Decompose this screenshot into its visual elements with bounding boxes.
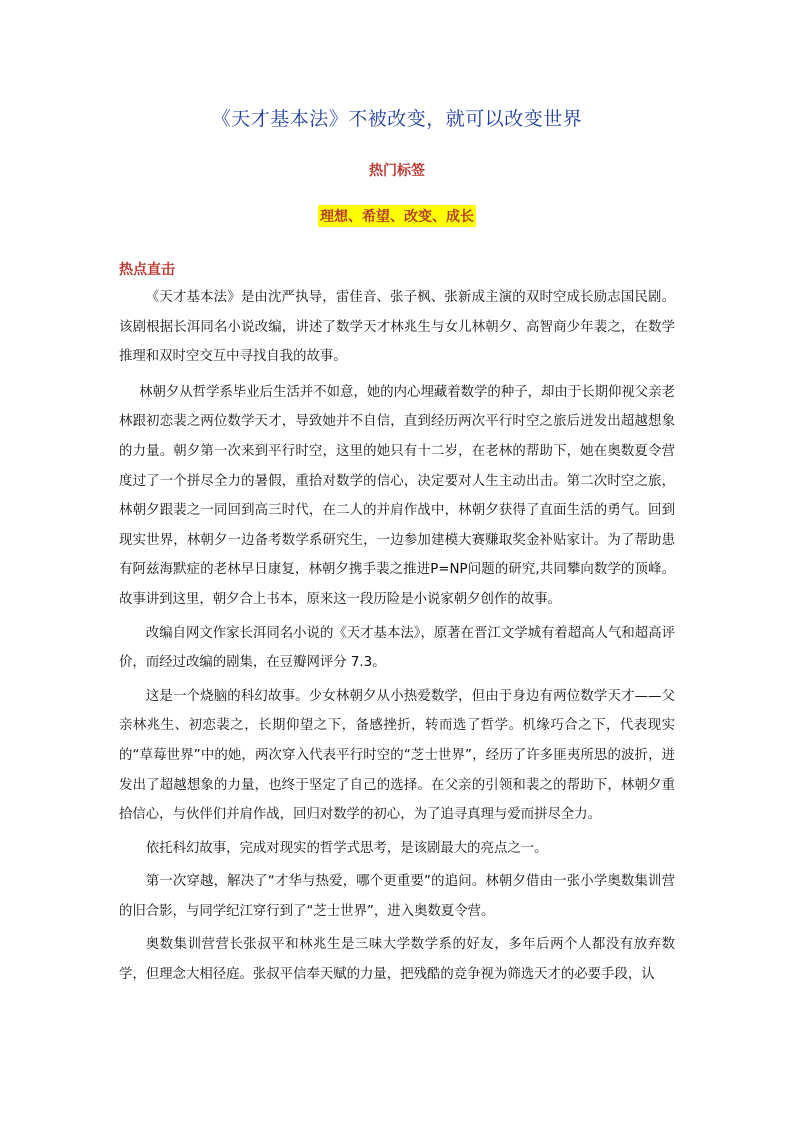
tag-heading: 热门标签 (369, 163, 425, 179)
paragraph: 依托科幻故事，完成对现实的哲学式思考，是该剧最大的亮点之一。 (145, 840, 548, 856)
highlighted-tags: 理想、希望、改变、成长 (318, 205, 476, 227)
paragraph: 林朝夕从哲学系毕业后生活并不如意，她的内心埋藏着数学的种子，却由于长期仰视父亲老林跟初恋裴之两位数学天才，导致她并不自信，直到经历两次平行时空之旅后迸发出超越想象的力量。朝夕第一次来到平行时空，这里的她只有十二岁，在老林的帮助下，她在奥数夏令营度过了一个拼尽全力的暑假，重拾对数学的信心，决定要对人生主动出击。第二次时空之旅，林朝夕跟裴之一同回到高三时代，在二人的并肩作战中，林朝夕获得了直面生活的勇气。回到现实世界，林朝夕一边备考数学系研究生，一边参加建模大赛赚取奖金补贴家计。为了帮助患有阿兹海默症的老林早日康复，林朝夕携手裴之推进P=NP问题的研究,共同攀向数学的顶峰。故事讲到这里，朝夕合上书本，原来这一段历险是小说家朝夕创作的故事。 (119, 384, 675, 607)
tags-row (0, 205, 794, 227)
section-heading: 热点直击 (119, 262, 175, 278)
paragraph: 改编自网文作家长洱同名小说的《天才基本法》，原著在晋江文学城有着超高人气和超高评价，而经过改编的剧集，在豆瓣网评分 7.3。 (119, 625, 675, 671)
article-title: 《天才基本法》不被改变，就可以改变世界 (211, 108, 583, 130)
article-body (119, 283, 675, 994)
paragraph: 奥数集训营营长张叔平和林兆生是三味大学数学系的好友，多年后两个人都没有放弃数学，但理念大相径庭。张叔平信奉天赋的力量，把残酷的竞争视为筛选天才的必要手段，认 (119, 937, 675, 983)
paragraph: 这是一个烧脑的科幻故事。少女林朝夕从小热爱数学，但由于身边有两位数学天才——父亲林兆生、初恋裴之，长期仰望之下，备感挫折，转而选了哲学。机缘巧合之下，代表现实的“草莓世界”中的她，两次穿入代表平行时空的“芝士世界”，经历了许多匪夷所思的波折，迸发出了超越想象的力量，也终于坚定了自己的选择。在父亲的引领和裴之的帮助下，林朝夕重拾信心，与伙伴们并肩作战，回归对数学的初心，为了追寻真理与爱而拼尽全力。 (119, 688, 675, 823)
paragraph: 《天才基本法》是由沈严执导，雷佳音、张子枫、张新成主演的双时空成长励志国民剧。该剧根据长洱同名小说改编，讲述了数学天才林兆生与女儿林朝夕、高智商少年裴之，在数学推理和双时空交互中寻找自我的故事。 (119, 290, 675, 365)
paragraph: 第一次穿越，解决了“才华与热爱，哪个更重要”的追问。林朝夕借由一张小学奥数集训营的旧合影，与同学纪江穿行到了“芝士世界”，进入奥数夏令营。 (119, 874, 675, 919)
